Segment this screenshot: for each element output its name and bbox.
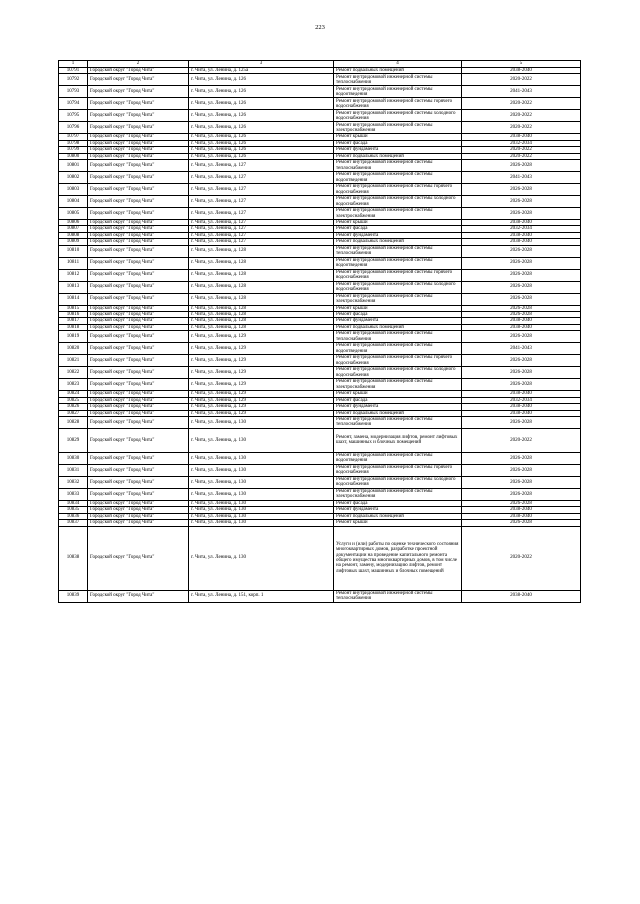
- cell-work-type: Ремонт фундамента: [334, 507, 462, 513]
- cell-work-type: Ремонт внутридомовой инженерной системы теплоснабжения: [334, 331, 462, 343]
- cell-number: 10809: [59, 239, 88, 245]
- cell-municipality: Городской округ "Город Чита": [88, 391, 189, 397]
- cell-number: 10791: [59, 68, 88, 74]
- capital-repair-table: [58, 60, 581, 603]
- table-row: [59, 526, 581, 590]
- cell-period: 2041-2043: [462, 172, 581, 184]
- cell-period: 2026-2028: [462, 367, 581, 379]
- cell-period: 2026-2028: [462, 184, 581, 196]
- cell-municipality: Городской округ "Город Чита": [88, 196, 189, 208]
- cell-municipality: Городской округ "Город Чита": [88, 160, 189, 172]
- cell-number: 10834: [59, 500, 88, 506]
- cell-period: 2026-2028: [462, 269, 581, 281]
- cell-address: г. Чита, ул. Ленина, д. 126: [189, 98, 334, 110]
- cell-address: г. Чита, ул. Ленина, д. 130: [189, 520, 334, 526]
- cell-address: г. Чита, ул. Ленина, д. 130: [189, 464, 334, 476]
- cell-number: 10805: [59, 208, 88, 220]
- cell-address: г. Чита, ул. Ленина, д. 130: [189, 428, 334, 452]
- cell-municipality: Городской округ "Город Чита": [88, 355, 189, 367]
- cell-address: г. Чита, ул. Ленина, д. 128: [189, 293, 334, 305]
- cell-work-type: Ремонт фасада: [334, 226, 462, 232]
- cell-municipality: Городской округ "Город Чита": [88, 452, 189, 464]
- cell-municipality: Городской округ "Город Чита": [88, 404, 189, 410]
- cell-work-type: Ремонт внутридомовой инженерной системы водоотведения: [334, 257, 462, 269]
- cell-address: г. Чита, ул. Ленина, д. 129: [189, 367, 334, 379]
- cell-work-type: Ремонт фундамента: [334, 232, 462, 238]
- cell-period: 2038-2040: [462, 513, 581, 519]
- cell-work-type: Ремонт внутридомовой инженерной системы теплоснабжения: [334, 74, 462, 86]
- cell-municipality: Городской округ "Город Чита": [88, 110, 189, 122]
- cell-period: 2026-2028: [462, 416, 581, 428]
- cell-municipality: Городской округ "Город Чита": [88, 257, 189, 269]
- cell-municipality: Городской округ "Город Чита": [88, 526, 189, 590]
- cell-work-type: Ремонт внутридомовой инженерной системы электроснабжения: [334, 293, 462, 305]
- cell-work-type: Ремонт крыши: [334, 305, 462, 311]
- cell-municipality: Городской округ "Город Чита": [88, 68, 189, 74]
- cell-number: 10827: [59, 410, 88, 416]
- cell-number: 10831: [59, 464, 88, 476]
- cell-number: 10810: [59, 245, 88, 257]
- table-row: [59, 172, 581, 184]
- table-row: [59, 331, 581, 343]
- table-row: [59, 110, 581, 122]
- cell-address: г. Чита, ул. Ленина, д. 130: [189, 488, 334, 500]
- cell-period: 2020-2022: [462, 526, 581, 590]
- cell-work-type: Ремонт фасада: [334, 312, 462, 318]
- cell-number: 10797: [59, 134, 88, 140]
- cell-address: г. Чита, ул. Ленина, д. 129: [189, 355, 334, 367]
- cell-work-type: Ремонт фасада: [334, 500, 462, 506]
- cell-work-type: Ремонт подвальных помещений: [334, 239, 462, 245]
- cell-number: 10838: [59, 526, 88, 590]
- cell-number: 10793: [59, 86, 88, 98]
- cell-address: г. Чита, ул. Ленина, д. 130: [189, 476, 334, 488]
- cell-municipality: Городской округ "Город Чита": [88, 184, 189, 196]
- cell-period: 2026-2028: [462, 196, 581, 208]
- cell-number: 10796: [59, 122, 88, 134]
- cell-number: 10815: [59, 305, 88, 311]
- cell-number: 10794: [59, 98, 88, 110]
- cell-address: г. Чита, ул. Ленина, д. 126: [189, 86, 334, 98]
- cell-address: г. Чита, ул. Ленина, д. 127: [189, 196, 334, 208]
- cell-municipality: Городской округ "Город Чита": [88, 305, 189, 311]
- cell-municipality: Городской округ "Город Чита": [88, 367, 189, 379]
- cell-number: 10830: [59, 452, 88, 464]
- cell-number: 10807: [59, 226, 88, 232]
- cell-number: 10820: [59, 343, 88, 355]
- cell-address: г. Чита, ул. Ленина, д. 128: [189, 269, 334, 281]
- cell-address: г. Чита, ул. Ленина, д. 127: [189, 208, 334, 220]
- cell-work-type: Ремонт внутридомовой инженерной системы холодного водоснабжения: [334, 196, 462, 208]
- cell-period: 2020-2022: [462, 110, 581, 122]
- table-header: [59, 61, 581, 68]
- cell-municipality: Городской округ "Город Чита": [88, 379, 189, 391]
- cell-address: г. Чита, ул. Ленина, д. 129: [189, 397, 334, 403]
- cell-number: 10795: [59, 110, 88, 122]
- cell-municipality: Городской округ "Город Чита": [88, 239, 189, 245]
- table-row: [59, 452, 581, 464]
- table-body: [59, 68, 581, 603]
- cell-number: 10839: [59, 590, 88, 602]
- header-row: [59, 61, 581, 68]
- cell-municipality: Городской округ "Город Чита": [88, 140, 189, 146]
- cell-municipality: Городской округ "Город Чита": [88, 500, 189, 506]
- cell-period: 2026-2028: [462, 293, 581, 305]
- cell-municipality: Городской округ "Город Чита": [88, 318, 189, 324]
- cell-work-type: Ремонт фасада: [334, 140, 462, 146]
- cell-work-type: Ремонт подвальных помещений: [334, 513, 462, 519]
- cell-period: 2026-2028: [462, 500, 581, 506]
- cell-address: г. Чита, ул. Ленина, д. 127: [189, 172, 334, 184]
- cell-work-type: Ремонт внутридомовой инженерной системы теплоснабжения: [334, 245, 462, 257]
- cell-address: г. Чита, ул. Ленина, д. 127: [189, 226, 334, 232]
- cell-period: 2020-2022: [462, 153, 581, 159]
- cell-work-type: Ремонт подвальных помещений: [334, 153, 462, 159]
- cell-number: 10817: [59, 318, 88, 324]
- cell-address: г. Чита, ул. Ленина, д. 127: [189, 160, 334, 172]
- cell-municipality: Городской округ "Город Чита": [88, 134, 189, 140]
- cell-number: 10818: [59, 324, 88, 330]
- header-col-4: 4: [334, 61, 462, 68]
- cell-period: 2038-2040: [462, 391, 581, 397]
- table-row: [59, 196, 581, 208]
- table-row: [59, 281, 581, 293]
- cell-work-type: Ремонт внутридомовой инженерной системы теплоснабжения: [334, 416, 462, 428]
- cell-municipality: Городской округ "Город Чита": [88, 476, 189, 488]
- cell-address: г. Чита, ул. Ленина, д. 126: [189, 110, 334, 122]
- cell-address: г. Чита, ул. Ленина, д. 126: [189, 74, 334, 86]
- table-row: [59, 257, 581, 269]
- table-row: [59, 464, 581, 476]
- cell-municipality: Городской округ "Город Чита": [88, 153, 189, 159]
- cell-period: 2020-2022: [462, 428, 581, 452]
- cell-work-type: Ремонт подвальных помещений: [334, 410, 462, 416]
- cell-period: 2038-2040: [462, 507, 581, 513]
- cell-period: 2026-2028: [462, 305, 581, 311]
- cell-period: 2038-2040: [462, 220, 581, 226]
- cell-period: 2026-2028: [462, 476, 581, 488]
- cell-work-type: Ремонт крыши: [334, 134, 462, 140]
- cell-address: г. Чита, ул. Ленина, д. 126: [189, 153, 334, 159]
- cell-address: г. Чита, ул. Ленина, д. 128: [189, 281, 334, 293]
- cell-municipality: Городской округ "Город Чита": [88, 507, 189, 513]
- cell-address: г. Чита, ул. Ленина, д. 128: [189, 312, 334, 318]
- cell-municipality: Городской округ "Город Чита": [88, 86, 189, 98]
- cell-period: 2038-2040: [462, 232, 581, 238]
- table-row: [59, 269, 581, 281]
- cell-period: 2026-2028: [462, 488, 581, 500]
- cell-period: 2032-2034: [462, 140, 581, 146]
- cell-municipality: Городской округ "Город Чита": [88, 410, 189, 416]
- table-row: [59, 74, 581, 86]
- cell-number: 10803: [59, 184, 88, 196]
- table-row: [59, 245, 581, 257]
- cell-period: 2026-2028: [462, 379, 581, 391]
- cell-municipality: Городской округ "Город Чита": [88, 220, 189, 226]
- cell-municipality: Городской округ "Город Чита": [88, 331, 189, 343]
- cell-work-type: Ремонт внутридомовой инженерной системы электроснабжения: [334, 208, 462, 220]
- cell-work-type: Ремонт внутридомовой инженерной системы холодного водоснабжения: [334, 476, 462, 488]
- cell-work-type: Ремонт внутридомовой инженерной системы электроснабжения: [334, 122, 462, 134]
- cell-number: 10824: [59, 391, 88, 397]
- cell-work-type: Ремонт, замена, модернизация лифтов, ремонт лифтовых шахт, машинных и блочных помещений: [334, 428, 462, 452]
- cell-municipality: Городской округ "Город Чита": [88, 520, 189, 526]
- cell-municipality: Городской округ "Город Чита": [88, 397, 189, 403]
- cell-period: 2038-2040: [462, 134, 581, 140]
- cell-work-type: Ремонт внутридомовой инженерной системы горячего водоснабжения: [334, 269, 462, 281]
- cell-address: г. Чита, ул. Ленина, д. 130: [189, 513, 334, 519]
- cell-work-type: Ремонт внутридомовой инженерной системы водоотведения: [334, 343, 462, 355]
- cell-work-type: Ремонт внутридомовой инженерной системы холодного водоснабжения: [334, 281, 462, 293]
- cell-address: г. Чита, ул. Ленина, д. 127: [189, 184, 334, 196]
- cell-municipality: Городской округ "Город Чита": [88, 343, 189, 355]
- cell-period: 2026-2028: [462, 452, 581, 464]
- cell-municipality: Городской округ "Город Чита": [88, 147, 189, 153]
- cell-period: 2038-2040: [462, 404, 581, 410]
- cell-address: г. Чита, ул. Ленина, д. 126: [189, 122, 334, 134]
- table-row: [59, 355, 581, 367]
- cell-work-type: Ремонт внутридомовой инженерной системы холодного водоснабжения: [334, 367, 462, 379]
- cell-address: г. Чита, ул. Ленина, д. 129: [189, 379, 334, 391]
- table-row: [59, 367, 581, 379]
- cell-address: г. Чита, ул. Ленина, д. 128: [189, 257, 334, 269]
- cell-address: г. Чита, ул. Ленина, д. 126: [189, 140, 334, 146]
- cell-period: 2038-2040: [462, 410, 581, 416]
- cell-work-type: Ремонт внутридомовой инженерной системы горячего водоснабжения: [334, 464, 462, 476]
- cell-number: 10825: [59, 397, 88, 403]
- cell-municipality: Городской округ "Город Чита": [88, 74, 189, 86]
- cell-number: 10836: [59, 513, 88, 519]
- cell-address: г. Чита, ул. Ленина, д. 127: [189, 232, 334, 238]
- cell-number: 10832: [59, 476, 88, 488]
- cell-address: г. Чита, ул. Ленина, д. 129: [189, 343, 334, 355]
- cell-period: 2041-2043: [462, 86, 581, 98]
- cell-number: 10802: [59, 172, 88, 184]
- cell-municipality: Городской округ "Город Чита": [88, 488, 189, 500]
- table-row: [59, 428, 581, 452]
- cell-address: г. Чита, ул. Ленина, д. 130: [189, 416, 334, 428]
- cell-address: г. Чита, ул. Ленина, д. 151, корп. 1: [189, 590, 334, 602]
- cell-period: 2026-2028: [462, 281, 581, 293]
- header-col-5: 5: [462, 61, 581, 68]
- cell-number: 10833: [59, 488, 88, 500]
- cell-work-type: Ремонт внутридомовой инженерной системы электроснабжения: [334, 379, 462, 391]
- cell-period: 2032-2034: [462, 397, 581, 403]
- cell-period: 2038-2040: [462, 68, 581, 74]
- page-number: 223: [315, 24, 325, 31]
- cell-work-type: Ремонт внутридомовой инженерной системы водоотведения: [334, 172, 462, 184]
- cell-number: 10837: [59, 520, 88, 526]
- cell-work-type: Ремонт внутридомовой инженерной системы водоотведения: [334, 86, 462, 98]
- cell-period: 2026-2028: [462, 331, 581, 343]
- cell-number: 10798: [59, 140, 88, 146]
- cell-municipality: Городской округ "Город Чита": [88, 98, 189, 110]
- cell-period: 2026-2028: [462, 257, 581, 269]
- cell-municipality: Городской округ "Город Чита": [88, 208, 189, 220]
- cell-address: г. Чита, ул. Ленина, д. 127: [189, 220, 334, 226]
- cell-work-type: Ремонт внутридомовой инженерной системы теплоснабжения: [334, 590, 462, 602]
- cell-municipality: Городской округ "Город Чита": [88, 245, 189, 257]
- cell-number: 10819: [59, 331, 88, 343]
- cell-work-type: Ремонт внутридомовой инженерной системы горячего водоснабжения: [334, 98, 462, 110]
- cell-municipality: Городской округ "Город Чита": [88, 122, 189, 134]
- table-row: [59, 476, 581, 488]
- cell-period: 2038-2040: [462, 318, 581, 324]
- cell-period: 2032-2034: [462, 226, 581, 232]
- cell-municipality: Городской округ "Город Чита": [88, 281, 189, 293]
- cell-address: г. Чита, ул. Ленина, д. 127: [189, 239, 334, 245]
- header-col-1: 1: [59, 61, 88, 68]
- cell-work-type: Ремонт внутридомовой инженерной системы холодного водоснабжения: [334, 110, 462, 122]
- cell-number: 10808: [59, 232, 88, 238]
- cell-period: 2026-2028: [462, 160, 581, 172]
- cell-period: 2026-2028: [462, 312, 581, 318]
- cell-address: г. Чита, ул. Ленина, д. 128: [189, 245, 334, 257]
- cell-address: г. Чита, ул. Ленина, д. 125а: [189, 68, 334, 74]
- cell-municipality: Городской округ "Город Чита": [88, 312, 189, 318]
- table-row: [59, 293, 581, 305]
- cell-number: 10816: [59, 312, 88, 318]
- cell-municipality: Городской округ "Город Чита": [88, 293, 189, 305]
- cell-period: 2026-2028: [462, 245, 581, 257]
- table-row: [59, 208, 581, 220]
- cell-work-type: Ремонт внутридомовой инженерной системы водоотведения: [334, 452, 462, 464]
- cell-period: 2020-2022: [462, 98, 581, 110]
- cell-period: 2026-2028: [462, 464, 581, 476]
- cell-address: г. Чита, ул. Ленина, д. 130: [189, 526, 334, 590]
- cell-number: 10804: [59, 196, 88, 208]
- cell-number: 10801: [59, 160, 88, 172]
- cell-number: 10821: [59, 355, 88, 367]
- cell-number: 10806: [59, 220, 88, 226]
- cell-municipality: Городской округ "Город Чита": [88, 232, 189, 238]
- table-row: [59, 343, 581, 355]
- table-row: [59, 416, 581, 428]
- header-col-3: 3: [189, 61, 334, 68]
- table-row: [59, 590, 581, 602]
- table-row: [59, 86, 581, 98]
- cell-number: 10828: [59, 416, 88, 428]
- cell-address: г. Чита, ул. Ленина, д. 130: [189, 452, 334, 464]
- cell-work-type: Ремонт внутридомовой инженерной системы горячего водоснабжения: [334, 184, 462, 196]
- cell-work-type: Ремонт крыши: [334, 220, 462, 226]
- cell-number: 10792: [59, 74, 88, 86]
- cell-municipality: Городской округ "Город Чита": [88, 269, 189, 281]
- header-col-2: 2: [88, 61, 189, 68]
- cell-period: 2041-2043: [462, 343, 581, 355]
- cell-number: 10823: [59, 379, 88, 391]
- table-row: [59, 379, 581, 391]
- cell-address: г. Чита, ул. Ленина, д. 129: [189, 331, 334, 343]
- cell-number: 10835: [59, 507, 88, 513]
- table-row: [59, 184, 581, 196]
- cell-address: г. Чита, ул. Ленина, д. 130: [189, 507, 334, 513]
- cell-work-type: Ремонт фасада: [334, 397, 462, 403]
- table-row: [59, 122, 581, 134]
- cell-work-type: Ремонт внутридомовой инженерной системы горячего водоснабжения: [334, 355, 462, 367]
- cell-number: 10826: [59, 404, 88, 410]
- cell-period: 2020-2022: [462, 147, 581, 153]
- cell-work-type: Услуги и (или) работы по оценке технического состояния многоквартирных домов, разработке проектной документации на проведение капитального ремонта общего имущества многоквартирных домов, в том числе на ремонт, замену, модернизацию лифтов, ремонт лифтовых шахт, машинных и блочных помещений: [334, 526, 462, 590]
- table-row: [59, 98, 581, 110]
- cell-number: 10829: [59, 428, 88, 452]
- cell-address: г. Чита, ул. Ленина, д. 129: [189, 391, 334, 397]
- cell-work-type: Ремонт крыши: [334, 520, 462, 526]
- cell-work-type: Ремонт подвальных помещений: [334, 324, 462, 330]
- cell-municipality: Городской округ "Город Чита": [88, 226, 189, 232]
- cell-address: г. Чита, ул. Ленина, д. 128: [189, 305, 334, 311]
- cell-work-type: Ремонт крыши: [334, 391, 462, 397]
- cell-period: 2020-2022: [462, 74, 581, 86]
- cell-municipality: Городской округ "Город Чита": [88, 428, 189, 452]
- cell-work-type: Ремонт внутридомовой инженерной системы теплоснабжения: [334, 160, 462, 172]
- cell-period: 2038-2040: [462, 590, 581, 602]
- cell-address: г. Чита, ул. Ленина, д. 130: [189, 500, 334, 506]
- table-row: [59, 160, 581, 172]
- cell-municipality: Городской округ "Город Чита": [88, 172, 189, 184]
- cell-municipality: Городской округ "Город Чита": [88, 416, 189, 428]
- cell-number: 10822: [59, 367, 88, 379]
- cell-work-type: Ремонт внутридомовой инженерной системы электроснабжения: [334, 488, 462, 500]
- cell-address: г. Чита, ул. Ленина, д. 129: [189, 404, 334, 410]
- cell-address: г. Чита, ул. Ленина, д. 129: [189, 410, 334, 416]
- table-row: [59, 488, 581, 500]
- cell-period: 2026-2028: [462, 355, 581, 367]
- cell-municipality: Городской округ "Город Чита": [88, 324, 189, 330]
- cell-period: 2026-2028: [462, 208, 581, 220]
- cell-municipality: Городской округ "Город Чита": [88, 590, 189, 602]
- cell-work-type: Ремонт фундамента: [334, 318, 462, 324]
- cell-period: 2026-2028: [462, 520, 581, 526]
- cell-number: 10814: [59, 293, 88, 305]
- cell-number: 10813: [59, 281, 88, 293]
- cell-work-type: Ремонт фундамента: [334, 147, 462, 153]
- cell-number: 10799: [59, 147, 88, 153]
- cell-number: 10811: [59, 257, 88, 269]
- cell-work-type: Ремонт подвальных помещений: [334, 68, 462, 74]
- cell-address: г. Чита, ул. Ленина, д. 126: [189, 147, 334, 153]
- cell-period: 2038-2040: [462, 239, 581, 245]
- cell-number: 10812: [59, 269, 88, 281]
- cell-municipality: Городской округ "Город Чита": [88, 464, 189, 476]
- cell-address: г. Чита, ул. Ленина, д. 128: [189, 318, 334, 324]
- cell-number: 10800: [59, 153, 88, 159]
- cell-address: г. Чита, ул. Ленина, д. 128: [189, 324, 334, 330]
- cell-address: г. Чита, ул. Ленина, д. 126: [189, 134, 334, 140]
- cell-work-type: Ремонт фундамента: [334, 404, 462, 410]
- cell-period: 2038-2040: [462, 324, 581, 330]
- cell-period: 2020-2022: [462, 122, 581, 134]
- cell-municipality: Городской округ "Город Чита": [88, 513, 189, 519]
